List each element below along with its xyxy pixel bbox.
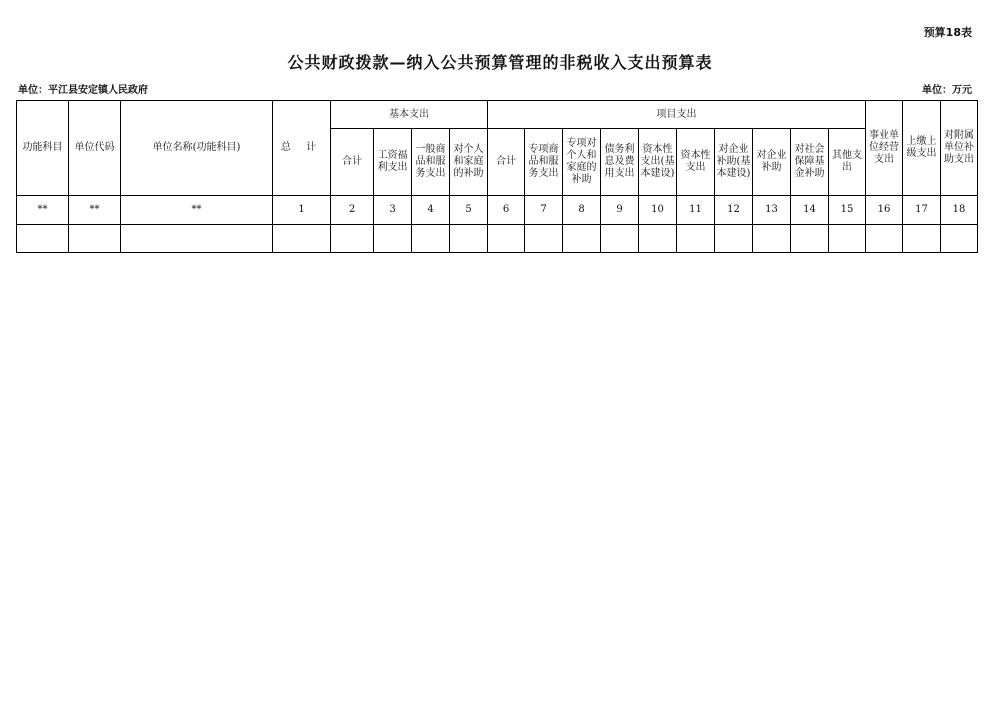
basic-col-header: 一般商品和服务支出 [412, 129, 450, 196]
index-row [17, 196, 978, 225]
index-cell: 2 [331, 196, 374, 225]
data-cell [450, 225, 488, 253]
project-col-header: 债务利息及费用支出 [601, 129, 639, 196]
header-project-expenditure: 项目支出 [488, 101, 866, 129]
index-cell: 3 [374, 196, 412, 225]
index-cell: 13 [753, 196, 791, 225]
index-cell: 10 [639, 196, 677, 225]
data-cell [791, 225, 829, 253]
index-cell: 1 [273, 196, 331, 225]
index-cell: ** [121, 196, 273, 225]
currency-unit: 单位：万元 [922, 85, 972, 96]
data-cell [601, 225, 639, 253]
data-cell [677, 225, 715, 253]
index-cell: 7 [525, 196, 563, 225]
project-col-header: 对企业补助 [753, 129, 791, 196]
data-cell [829, 225, 866, 253]
index-cell: ** [17, 196, 69, 225]
index-cell: 6 [488, 196, 525, 225]
form-number: 预算18表 [923, 26, 972, 39]
header-unit-name: 单位名称(功能科目) [121, 101, 273, 196]
header-upper-payment: 上缴上级支出 [903, 101, 941, 196]
data-row [17, 225, 978, 253]
header-unit-code: 单位代码 [69, 101, 121, 196]
index-cell: 14 [791, 196, 829, 225]
index-cell: 15 [829, 196, 866, 225]
project-col-header: 对社会保障基金补助 [791, 129, 829, 196]
project-col-header: 对企业补助(基本建设) [715, 129, 753, 196]
index-cell: 8 [563, 196, 601, 225]
data-cell [525, 225, 563, 253]
basic-col-header: 对个人和家庭的补助 [450, 129, 488, 196]
project-col-header: 资本性支出 [677, 129, 715, 196]
data-cell [273, 225, 331, 253]
index-cell: 4 [412, 196, 450, 225]
header-basic-expenditure: 基本支出 [331, 101, 488, 129]
index-cell: 16 [866, 196, 903, 225]
header-public-operation: 事业单位经营支出 [866, 101, 903, 196]
data-cell [331, 225, 374, 253]
project-col-header: 专项商品和服务支出 [525, 129, 563, 196]
index-cell: 11 [677, 196, 715, 225]
organization-unit: 单位：平江县安定镇人民政府 [18, 85, 148, 96]
basic-col-header: 工资福利支出 [374, 129, 412, 196]
project-col-header: 其他支出 [829, 129, 866, 196]
data-cell [941, 225, 978, 253]
index-cell: 12 [715, 196, 753, 225]
header-affiliate-subsidy: 对附属单位补助支出 [941, 101, 978, 196]
project-col-header: 合计 [488, 129, 525, 196]
data-cell [715, 225, 753, 253]
data-cell [121, 225, 273, 253]
index-cell: 9 [601, 196, 639, 225]
project-col-header: 资本性支出(基本建设) [639, 129, 677, 196]
basic-col-header: 合计 [331, 129, 374, 196]
data-cell [639, 225, 677, 253]
data-cell [374, 225, 412, 253]
project-col-header: 专项对个人和家庭的补助 [563, 129, 601, 196]
data-cell [866, 225, 903, 253]
index-cell: 18 [941, 196, 978, 225]
header-total: 总 计 [273, 101, 331, 196]
data-cell [17, 225, 69, 253]
data-cell [753, 225, 791, 253]
data-cell [903, 225, 941, 253]
page-title: 公共财政拨款—纳入公共预算管理的非税收入支出预算表 [287, 53, 713, 72]
header-func-subject: 功能科目 [17, 101, 69, 196]
index-cell: 17 [903, 196, 941, 225]
index-cell: 5 [450, 196, 488, 225]
data-cell [488, 225, 525, 253]
budget-table [16, 100, 978, 253]
data-cell [412, 225, 450, 253]
index-cell: ** [69, 196, 121, 225]
data-cell [563, 225, 601, 253]
data-cell [69, 225, 121, 253]
